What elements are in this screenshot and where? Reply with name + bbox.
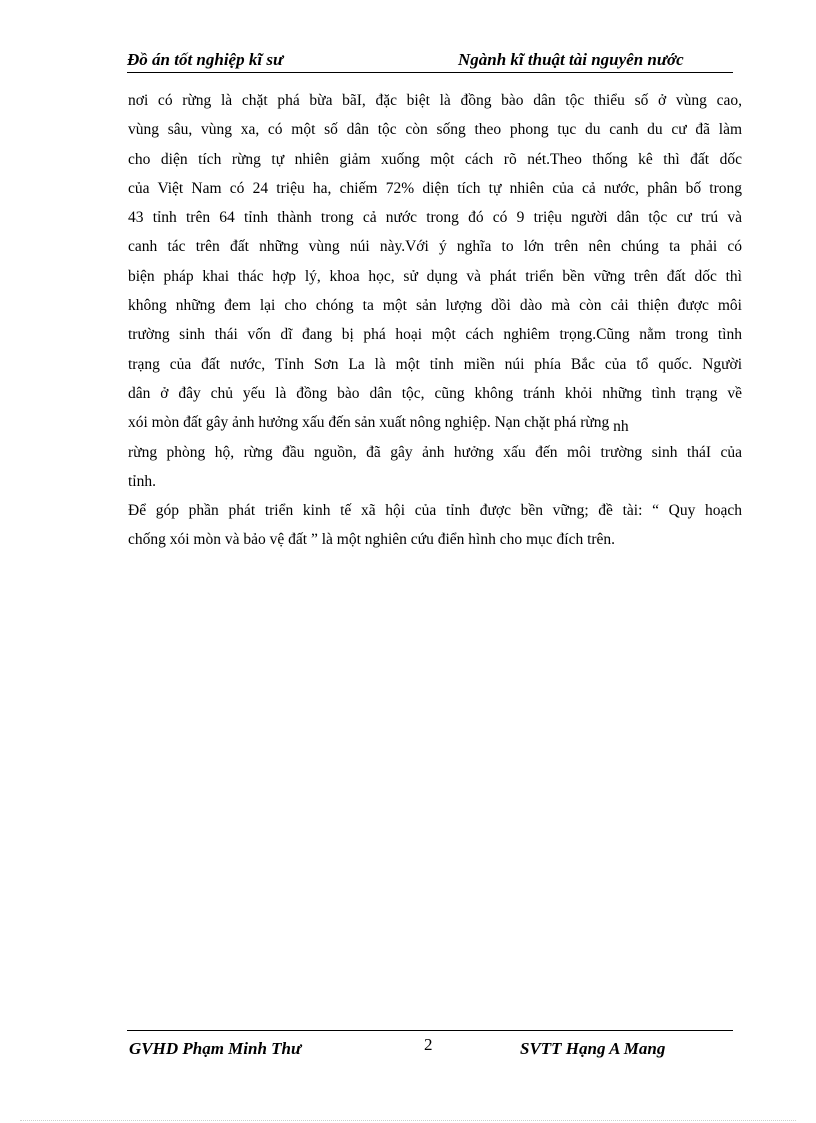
body-line-12 bbox=[128, 408, 742, 437]
body-line-5: 43 tỉnh trên 64 tỉnh thành trong cả nước trong đó có 9 triệu người dân tộc cư trú và bbox=[128, 209, 742, 227]
page-header bbox=[127, 50, 733, 73]
header-major: Ngành kĩ thuật tài nguyên nước bbox=[458, 50, 684, 69]
body-line-7: biện pháp khai thác hợp lý, khoa học, sử dụng và phát triển bền vững trên đất dốc thì bbox=[128, 267, 742, 285]
body-line-1: nơi có rừng là chặt phá bừa bãI, đặc biệt là đồng bào dân tộc thiểu số ở vùng cao, bbox=[128, 92, 742, 109]
page-bottom-edge bbox=[20, 1120, 796, 1121]
body-line-12-text: xói mòn đất gây ảnh hưởng xấu đến sản xuất nông nghiệp. Nạn chặt phá rừng bbox=[128, 414, 610, 432]
body-line-16: chống xói mòn và bảo vệ đất ” là một nghiên cứu điển hình cho mục đích trên. bbox=[128, 531, 616, 549]
body-line-8: không những đem lại cho chóng ta một sản lượng dồi dào mà còn cải thiện được môi bbox=[128, 297, 742, 315]
body-line-15: Để góp phần phát triển kinh tế xã hội của tỉnh được bền vững; đề tài: “ Quy hoạch bbox=[128, 502, 742, 520]
body-line-14: tỉnh. bbox=[128, 472, 156, 490]
page-footer bbox=[127, 1030, 733, 1061]
body-line-13: rừng phòng hộ, rừng đầu nguồn, đã gây ảnh hưởng xấu đến môi trường sinh tháI của bbox=[128, 443, 742, 461]
body-text bbox=[128, 86, 742, 555]
footer-supervisor: GVHD Phạm Minh Thư bbox=[129, 1039, 302, 1058]
footer-student: SVTT Hạng A Mang bbox=[520, 1039, 666, 1058]
body-line-11: dân ở đây chủ yếu là đồng bào dân tộc, cũng không tránh khỏi những tình trạng về bbox=[128, 384, 742, 402]
body-line-4: của Việt Nam có 24 triệu ha, chiếm 72% diện tích tự nhiên của cả nước, phân bố trong bbox=[128, 179, 742, 197]
body-line-2: vùng sâu, vùng xa, có một số dân tộc còn sống theo phong tục du canh du cư đã làm bbox=[128, 121, 742, 139]
body-line-6: canh tác trên đất những vùng núi này.Với ý nghĩa to lớn trên nên chúng ta phải có bbox=[128, 238, 742, 256]
body-line-10: trạng của đất nước, Tỉnh Sơn La là một tỉnh miền núi phía Bắc của tổ quốc. Người bbox=[128, 355, 742, 373]
text-fragment: nh bbox=[613, 418, 629, 436]
header-thesis-title: Đồ án tốt nghiệp kĩ sư bbox=[127, 50, 284, 69]
page-number: 2 bbox=[424, 1035, 433, 1054]
body-line-9: trường sinh thái vốn dĩ đang bị phá hoại một cách nghiêm trọng.Cũng nằm trong tình bbox=[128, 326, 742, 344]
body-line-3: cho diện tích rừng tự nhiên giảm xuống một cách rõ nét.Theo thống kê thì đất dốc bbox=[128, 150, 742, 168]
